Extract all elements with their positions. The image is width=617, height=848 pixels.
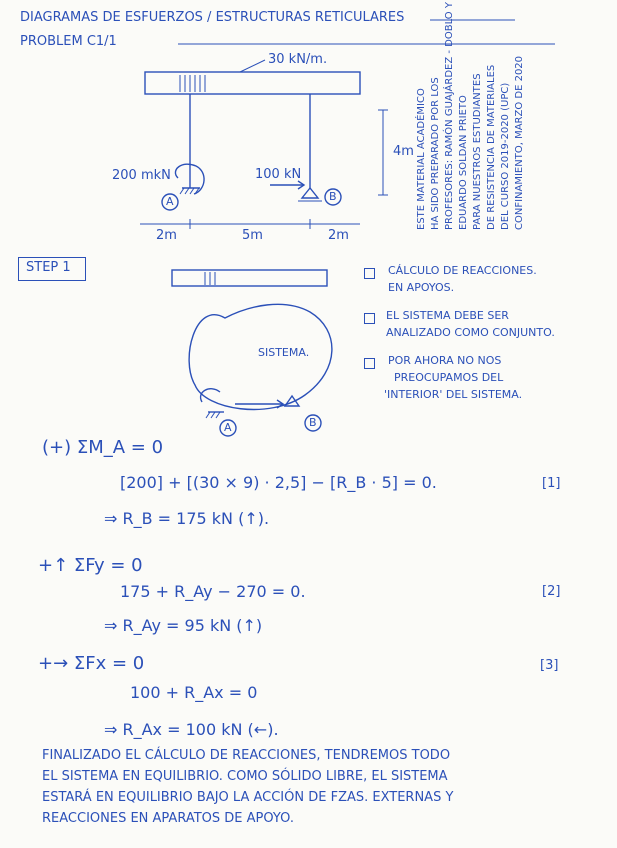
- fx-tag: [3]: [540, 658, 559, 673]
- bullet-2-line-2: ANALIZADO COMO CONJUNTO.: [386, 326, 555, 339]
- load-leader: [240, 60, 265, 72]
- closing-line: FINALIZADO EL CÁLCULO DE REACCIONES, TENDREMOS TODO: [42, 748, 451, 763]
- closing-line: EL SISTEMA EN EQUILIBRIO. COMO SÓLIDO LIBRE, EL SISTEMA: [42, 769, 448, 784]
- step-beam: [172, 270, 327, 286]
- bullet-1-line-2: EN APOYOS.: [388, 281, 455, 294]
- beam: [145, 72, 360, 94]
- rb-result: ⇒ R_B = 175 kN (↑).: [104, 509, 270, 528]
- moment-tag: [1]: [542, 476, 561, 491]
- dim-left: 2m: [156, 228, 177, 243]
- load-arrows-icon: [180, 75, 205, 92]
- dim-right: 2m: [328, 228, 349, 243]
- load-label: 30 kN/m.: [268, 52, 328, 67]
- side-note-line: ESTE MATERIAL ACADÉMICO: [416, 88, 427, 230]
- bullet-checkbox: [364, 313, 375, 324]
- side-note: [415, 2, 527, 230]
- bullet-3-line-3: 'INTERIOR' DEL SISTEMA.: [384, 388, 523, 401]
- problem-label: PROBLEM C1/1: [20, 34, 117, 49]
- page-title: DIAGRAMAS DE ESFUERZOS / ESTRUCTURAS RETICULARES: [20, 10, 405, 25]
- moment-label: 200 mkN: [112, 168, 171, 183]
- closing-paragraph: [42, 745, 602, 829]
- support-a-label: A: [166, 195, 174, 208]
- bullet-checkbox: [364, 268, 375, 279]
- side-note-line: DEL CURSO 2019-2020 (UPC): [500, 82, 511, 230]
- force-label: 100 kN: [255, 167, 302, 182]
- bullet-2-line-1: EL SISTEMA DEBE SER: [386, 309, 509, 322]
- fy-equation: 175 + R_Ay − 270 = 0.: [120, 582, 306, 601]
- support-b-label: B: [329, 190, 337, 203]
- fy-sum: +↑ ΣFy = 0: [38, 555, 143, 576]
- ray-result: ⇒ R_Ay = 95 kN (↑): [104, 616, 263, 635]
- side-note-line: HA SIDO PREPARADO POR LOS: [430, 77, 441, 230]
- step-fixed-support-a-icon: [206, 412, 224, 418]
- pin-support-b-icon: [302, 188, 318, 198]
- bullet-checkbox: [364, 358, 375, 369]
- height-label: 4m: [393, 144, 414, 159]
- bullet-3-line-1: POR AHORA NO NOS: [388, 354, 502, 367]
- bullet-1-line-1: CÁLCULO DE REACCIONES.: [388, 264, 537, 277]
- side-note-line: PARA NUESTROS ESTUDIANTES: [472, 73, 483, 230]
- side-note-line: PROFESORES: RAMÓN GUAJÁRDEZ - DOBLO Y: [444, 2, 455, 230]
- side-note-line: EDUARDO SOLDAN PRIETO: [458, 95, 469, 230]
- step-label: STEP 1: [26, 260, 71, 275]
- bullet-3-line-2: PREOCUPAMOS DEL: [394, 371, 504, 384]
- system-label: SISTEMA.: [258, 346, 310, 359]
- moment-sum: (+) ΣM_A = 0: [42, 437, 164, 458]
- moment-equation: [200] + [(30 × 9) · 2,5] − [R_B · 5] = 0.: [120, 473, 437, 492]
- fx-equation: 100 + R_Ax = 0: [130, 683, 258, 702]
- side-note-line: DE RESISTENCIA DE MATERIALES: [486, 64, 497, 230]
- fx-sum: +→ ΣFx = 0: [38, 653, 145, 674]
- step-support-b-label: B: [309, 416, 317, 429]
- side-note-line: CONFINAMIENTO, MARZO DE 2020: [514, 55, 525, 230]
- fy-tag: [2]: [542, 584, 561, 599]
- closing-line: REACCIONES EN APARATOS DE APOYO.: [42, 811, 294, 826]
- closing-line: ESTARÁ EN EQUILIBRIO BAJO LA ACCIÓN DE FZAS. EXTERNAS Y: [42, 790, 454, 805]
- step-support-a-label: A: [224, 421, 232, 434]
- rax-result: ⇒ R_Ax = 100 kN (←).: [104, 720, 279, 739]
- dim-middle: 5m: [242, 228, 263, 243]
